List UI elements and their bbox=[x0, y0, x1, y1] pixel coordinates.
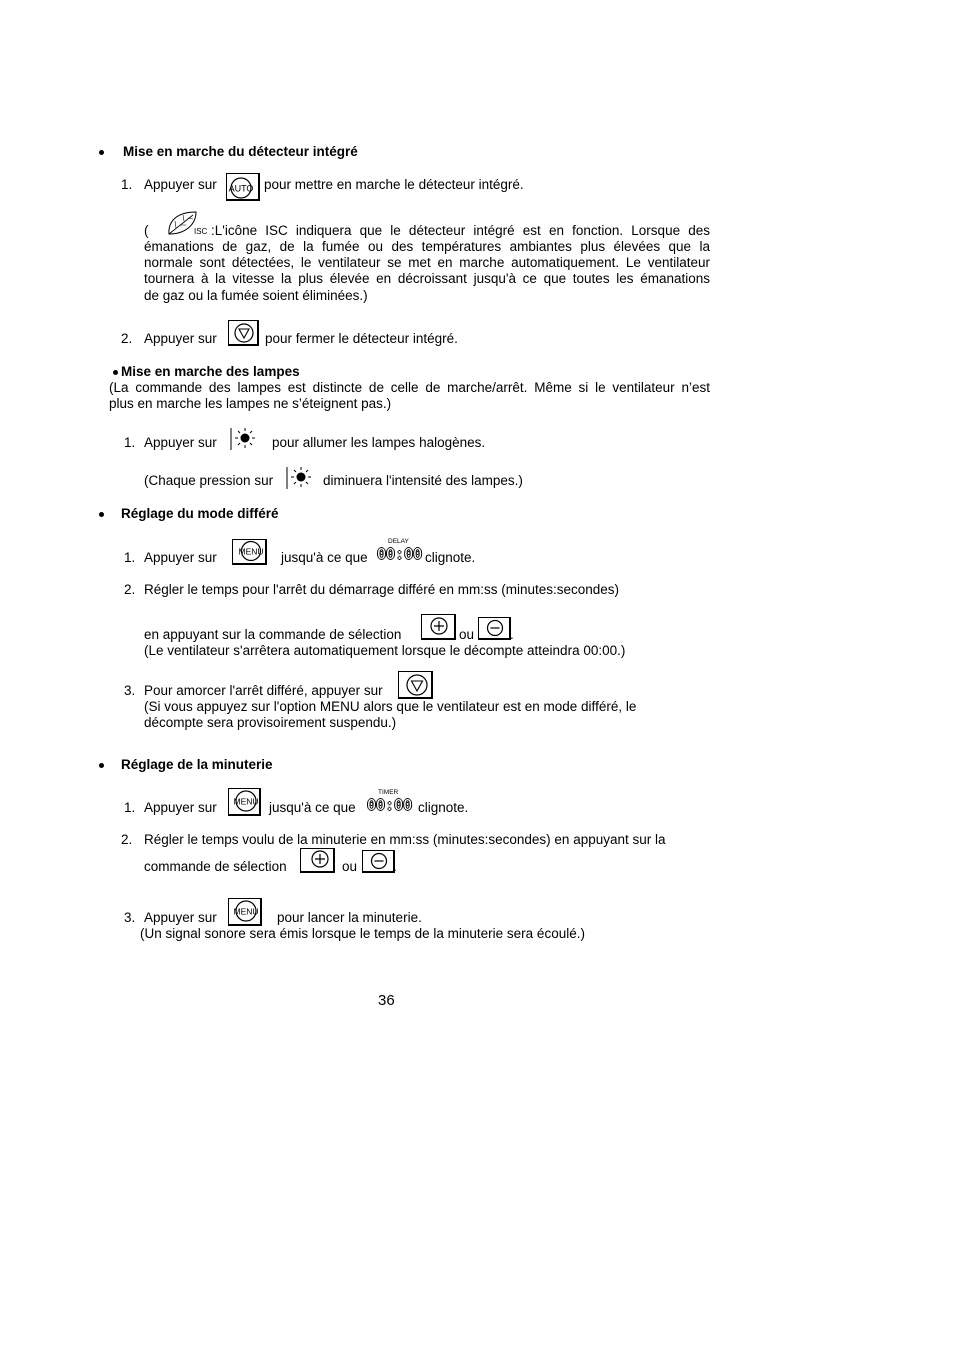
delay-auto-stop-note: (Le ventilateur s'arrêtera automatiquement lorsque le décompte atteindra 00:00.) bbox=[144, 643, 626, 658]
step-text: Régler le temps pour l'arrêt du démarrage différé en mm:ss (minutes:secondes) bbox=[144, 582, 620, 597]
timer-display-value: 00:00 bbox=[367, 796, 413, 814]
page-number: 36 bbox=[378, 992, 395, 1009]
step-text: Appuyer sur bbox=[144, 800, 217, 815]
step-text: jusqu'à ce que bbox=[269, 800, 356, 815]
timer-display-label: TIMER bbox=[378, 789, 399, 796]
select-text: commande de sélection bbox=[144, 859, 287, 874]
svg-text:AUTO: AUTO bbox=[228, 183, 254, 194]
step-number: 2. bbox=[124, 582, 136, 597]
step-number: 2. bbox=[121, 331, 133, 346]
section-title-detector: Mise en marche du détecteur intégré bbox=[123, 144, 358, 159]
power-button-icon bbox=[398, 671, 433, 699]
menu-button-icon bbox=[232, 539, 267, 565]
isc-last-line: de gaz ou la fumée soient éliminées.) bbox=[144, 288, 368, 303]
select-text: en appuyant sur la commande de sélection bbox=[144, 627, 402, 642]
step-text: pour allumer les lampes halogènes. bbox=[272, 435, 486, 450]
step-number: 1. bbox=[124, 550, 136, 565]
timer-signal-note: (Un signal sonore sera émis lorsque le temps de la minuterie sera écoulé.) bbox=[140, 926, 585, 941]
svg-text:MENU: MENU bbox=[233, 906, 259, 917]
step-text: clignote. bbox=[425, 550, 476, 565]
light-icon bbox=[285, 465, 317, 494]
step-number: 3. bbox=[124, 910, 136, 925]
isc-label: ISC bbox=[194, 227, 208, 236]
select-end: . bbox=[510, 627, 514, 642]
light-icon bbox=[229, 426, 261, 455]
step-text: jusqu'à ce que bbox=[281, 550, 368, 565]
step-text: pour lancer la minuterie. bbox=[277, 910, 422, 925]
delay-display-label: DELAY bbox=[388, 538, 409, 545]
step-text: Régler le temps voulu de la minuterie en mm:ss (minutes:secondes) en appuyant sur la bbox=[144, 832, 666, 847]
section-title-delay: Réglage du mode différé bbox=[121, 506, 279, 521]
minus-button-icon bbox=[362, 850, 395, 873]
menu-button-icon bbox=[228, 898, 262, 926]
isc-description bbox=[211, 223, 710, 239]
isc-line-1: :L'icône ISC indiquera que le détecteur intégré est en fonction. Lorsque des bbox=[211, 223, 710, 238]
step-number: 2. bbox=[121, 832, 133, 847]
isc-description-cont bbox=[144, 239, 710, 288]
step-text: Appuyer sur bbox=[144, 331, 217, 346]
isc-line-4: tournera à la vitesse la plus élevée en décroissant jusqu'à ce que toutes les émanations bbox=[144, 271, 710, 287]
delay-menu-note-line-2: décompte sera provisoirement suspendu.) bbox=[144, 715, 397, 730]
step-text: pour fermer le détecteur intégré. bbox=[265, 331, 458, 346]
bullet-detector bbox=[99, 150, 104, 155]
step-number: 3. bbox=[124, 683, 136, 698]
delay-menu-note-line-1: (Si vous appuyez sur l'option MENU alors que le ventilateur est en mode différé, le bbox=[144, 699, 637, 714]
step-text: Appuyer sur bbox=[144, 910, 217, 925]
select-or: ou bbox=[342, 859, 358, 874]
delay-display-value: 00:00 bbox=[377, 545, 423, 563]
lamps-note-line-2: plus en marche les lampes ne s’éteignent pas.) bbox=[109, 396, 392, 411]
minus-button-icon bbox=[478, 617, 511, 640]
isc-line-3: normale sont détectées, le ventilateur se met en marche automatiquement. Le ventilateur bbox=[144, 255, 710, 271]
step-number: 1. bbox=[121, 177, 133, 192]
lamps-press-text: diminuera l'intensité des lampes.) bbox=[323, 473, 523, 488]
isc-open-paren: ( bbox=[144, 223, 149, 238]
bullet-timer bbox=[99, 763, 104, 768]
power-button-icon bbox=[228, 320, 259, 346]
bullet-delay bbox=[99, 512, 104, 517]
svg-text:MENU: MENU bbox=[233, 796, 259, 807]
select-or: ou bbox=[459, 627, 475, 642]
plus-button-icon bbox=[421, 614, 456, 640]
step-number: 1. bbox=[124, 800, 136, 815]
auto-button-icon bbox=[226, 173, 260, 201]
bullet-lamps bbox=[113, 370, 118, 375]
step-text: Pour amorcer l'arrêt différé, appuyer sur bbox=[144, 683, 383, 698]
step-text: Appuyer sur bbox=[144, 177, 217, 192]
step-text: pour mettre en marche le détecteur intégré. bbox=[264, 177, 524, 192]
section-title-lamps: Mise en marche des lampes bbox=[121, 364, 300, 379]
step-text: clignote. bbox=[418, 800, 469, 815]
step-text: Appuyer sur bbox=[144, 435, 217, 450]
menu-button-icon bbox=[228, 788, 261, 816]
section-title-timer: Réglage de la minuterie bbox=[121, 757, 273, 772]
isc-line-2: émanations de gaz, de la fumée ou des températures ambiantes plus élevées que la bbox=[144, 239, 710, 254]
select-end: . bbox=[393, 859, 397, 874]
lamps-note-line-1: (La commande des lampes est distincte de celle de marche/arrêt. Même si le ventilateur n’est bbox=[109, 380, 710, 395]
lamps-press-text: (Chaque pression sur bbox=[144, 473, 274, 488]
step-text: Appuyer sur bbox=[144, 550, 217, 565]
svg-text:MENU: MENU bbox=[238, 546, 264, 557]
step-number: 1. bbox=[124, 435, 136, 450]
plus-button-icon bbox=[300, 848, 335, 873]
